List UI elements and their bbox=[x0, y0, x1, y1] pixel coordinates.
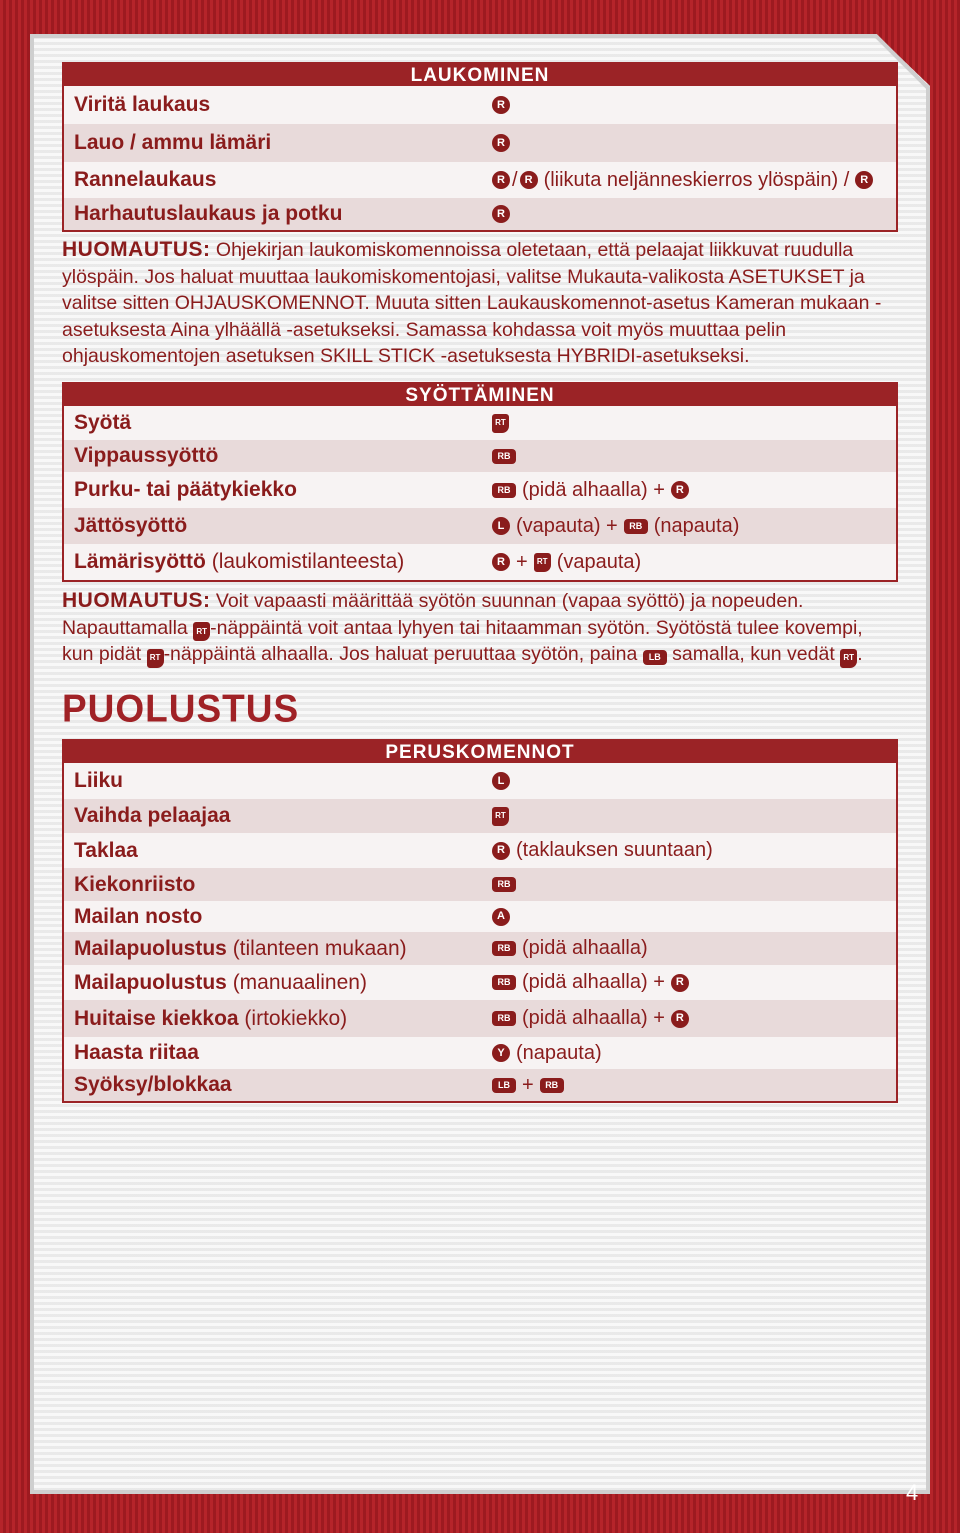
row-label-extra: (laukomistilanteesta) bbox=[205, 550, 405, 573]
right-trigger-icon: RT bbox=[492, 414, 509, 433]
row-label-main: Mailapuolustus bbox=[74, 936, 227, 960]
note-text: Ohjekirjan laukomiskomennoissa oletetaan, että pelaajat liikkuvat ruudulla ylöspäin. Jos haluat muuttaa laukomiskomentojasi, valitse Mukauta-valikosta ASETUKSET ja valitse sitten OHJAUSKOMENNOT. Muuta sitten Laukauskomennot-asetus Kameran mukaan -asetuksesta Aina ylhäällä -asetukseksi. Samassa kohdassa voit myös muuttaa pelin ohjauskomentojen asetuksen SKILL STICK -asetuksesta HYBRIDI-asetukseksi. bbox=[62, 239, 882, 367]
table-row bbox=[64, 868, 896, 901]
note-text: Napauttamalla bbox=[62, 616, 194, 639]
row-control-text: (pidä alhaalla) + bbox=[522, 971, 665, 993]
row-control-text: + bbox=[516, 550, 528, 573]
table-row bbox=[64, 86, 896, 124]
row-control-text: (pidä alhaalla) bbox=[522, 937, 648, 959]
row-control-text: (liikuta neljänneskierros ylöspäin) / bbox=[543, 168, 850, 191]
row-control-text: (pidä alhaalla) + bbox=[522, 1007, 665, 1029]
defense-section-heading: PUOLUSTUS bbox=[62, 686, 300, 730]
row-label-extra: (tilanteen mukaan) bbox=[226, 936, 407, 960]
table-row bbox=[64, 440, 896, 472]
row-label: Jättösyöttö bbox=[74, 514, 188, 537]
row-label: Vippaussyöttö bbox=[74, 444, 219, 467]
right-bumper-icon: RB bbox=[492, 877, 516, 892]
row-label: Viritä laukaus bbox=[74, 93, 211, 116]
right-bumper-icon: RB bbox=[492, 941, 516, 956]
page-number: 4 bbox=[906, 1480, 919, 1505]
right-stick-icon: R bbox=[492, 842, 510, 860]
table-row bbox=[64, 1000, 896, 1037]
shooting-note bbox=[62, 237, 902, 370]
table-row bbox=[64, 124, 896, 162]
table-row bbox=[64, 932, 896, 965]
row-label: Vaihda pelaajaa bbox=[74, 804, 231, 827]
table-row bbox=[64, 1069, 896, 1101]
right-bumper-icon: RB bbox=[540, 1078, 564, 1093]
right-stick-left-icon: R bbox=[492, 171, 510, 189]
note-text: . bbox=[857, 643, 863, 665]
right-stick-right-icon: R bbox=[520, 171, 538, 189]
right-trigger-icon: RT bbox=[147, 649, 164, 668]
row-label-main: Huitaise kiekkoa bbox=[74, 1006, 239, 1030]
table-row bbox=[64, 1037, 896, 1069]
table-row bbox=[64, 965, 896, 1000]
row-label: Rannelaukaus bbox=[74, 168, 217, 191]
table-row bbox=[64, 162, 896, 198]
left-stick-icon: L bbox=[492, 517, 510, 535]
row-label: Mailan nosto bbox=[74, 904, 203, 928]
right-stick-deke-icon: R bbox=[492, 205, 510, 223]
row-label: Liiku bbox=[74, 769, 124, 792]
table-row bbox=[64, 406, 896, 440]
right-trigger-icon: RT bbox=[492, 807, 509, 826]
passing-table bbox=[62, 382, 898, 582]
row-control-text: (vapauta) + bbox=[516, 514, 618, 537]
table-row bbox=[64, 833, 896, 868]
right-trigger-icon: RT bbox=[193, 622, 210, 641]
row-label: Kiekonriisto bbox=[74, 872, 196, 896]
right-stick-icon: R bbox=[671, 974, 689, 992]
right-stick-icon: R bbox=[671, 1010, 689, 1028]
row-label: Syötä bbox=[74, 411, 132, 434]
separator: / bbox=[512, 168, 518, 191]
passing-title: SYÖTTÄMINEN bbox=[64, 384, 896, 406]
row-control-text: (pidä alhaalla) + bbox=[522, 478, 665, 501]
row-control-text: + bbox=[522, 1073, 534, 1096]
note-heading: HUOMAUTUS: bbox=[62, 238, 211, 261]
row-control-text: (napauta) bbox=[653, 514, 740, 537]
right-trigger-icon: RT bbox=[534, 553, 551, 572]
note-text: Voit vapaasti määrittää syötön suunnan (vapaa syöttö) ja nopeuden. bbox=[210, 590, 804, 612]
defense-title: PERUSKOMENNOT bbox=[64, 741, 896, 763]
row-label: Lauo / ammu lämäri bbox=[74, 131, 272, 154]
right-trigger-icon: RT bbox=[840, 649, 857, 668]
y-button-icon: Y bbox=[492, 1044, 510, 1062]
row-label: Purku- tai päätykiekko bbox=[74, 478, 297, 501]
table-row bbox=[64, 901, 896, 932]
table-row bbox=[64, 544, 896, 580]
row-label-extra: (irtokiekko) bbox=[238, 1006, 348, 1030]
right-stick-down-icon: R bbox=[492, 96, 510, 114]
shooting-title: LAUKOMINEN bbox=[64, 64, 896, 86]
row-control-text: (napauta) bbox=[516, 1041, 602, 1064]
note-text: kun pidät bbox=[62, 643, 147, 665]
table-row bbox=[64, 763, 896, 799]
row-label-main: Lämärisyöttö bbox=[74, 550, 206, 573]
row-label bbox=[74, 937, 492, 961]
row-label bbox=[74, 971, 492, 995]
right-bumper-icon: RB bbox=[492, 975, 516, 990]
row-control-text: (vapauta) bbox=[556, 550, 642, 573]
row-label bbox=[74, 550, 492, 574]
right-bumper-icon: RB bbox=[492, 1011, 516, 1026]
shooting-rows bbox=[64, 86, 896, 230]
shooting-table bbox=[62, 62, 898, 232]
right-bumper-icon: RB bbox=[624, 519, 648, 534]
right-stick-down-icon: R bbox=[492, 553, 510, 571]
right-stick-up-icon: R bbox=[855, 171, 873, 189]
note-text: -näppäintä voit antaa lyhyen tai hitaamman syötön. Syötöstä tulee kovempi, bbox=[210, 616, 863, 639]
note-text: -näppäintä alhaalla. Jos haluat peruuttaa syötön, paina bbox=[163, 643, 643, 665]
row-label: Syöksy/blokkaa bbox=[74, 1073, 232, 1096]
note-text: samalla, kun vedät bbox=[666, 643, 841, 665]
table-row bbox=[64, 472, 896, 508]
table-row bbox=[64, 198, 896, 230]
row-label bbox=[74, 1007, 492, 1031]
right-bumper-icon: RB bbox=[492, 483, 516, 498]
row-label: Harhautuslaukaus ja potku bbox=[74, 202, 343, 225]
a-button-icon: A bbox=[492, 908, 510, 926]
row-label: Taklaa bbox=[74, 838, 138, 862]
left-bumper-icon: LB bbox=[643, 650, 667, 665]
row-label: Haasta riitaa bbox=[74, 1041, 199, 1064]
left-stick-icon: L bbox=[492, 772, 510, 790]
left-bumper-icon: LB bbox=[492, 1078, 516, 1093]
table-row bbox=[64, 508, 896, 544]
row-label-main: Mailapuolustus bbox=[74, 970, 227, 994]
table-row bbox=[64, 799, 896, 833]
row-label-extra: (manuaalinen) bbox=[226, 970, 367, 994]
row-control-text: (taklauksen suuntaan) bbox=[516, 839, 713, 861]
passing-note bbox=[62, 588, 902, 668]
note-heading: HUOMAUTUS: bbox=[62, 589, 211, 612]
right-stick-up-icon: R bbox=[492, 134, 510, 152]
defense-table bbox=[62, 739, 898, 1103]
right-stick-up-icon: R bbox=[671, 481, 689, 499]
right-bumper-icon: RB bbox=[492, 449, 516, 464]
